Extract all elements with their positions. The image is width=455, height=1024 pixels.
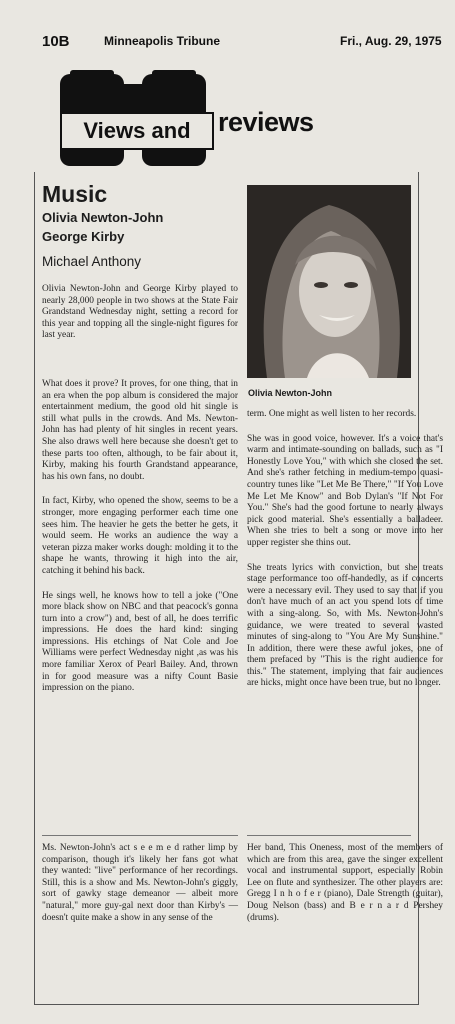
portrait-photo — [247, 185, 411, 378]
article-column-left-top — [42, 284, 238, 355]
article-paragraph: In fact, Kirby, who opened the show, seems to be a stronger, more engaging performer each time one sees him. The heavier he gets the better he gets, it would seem. He works an audience the way a veteran pizza maker works dough: molding it to the shape he wants, throwing it high into the air, catching it behind his back. — [42, 496, 238, 576]
article-paragraph: He sings well, he knows how to tell a joke ("One more black show on NBC and that peacock's gonna turn into a crow") and, best of all, he does terrific impressions. He does the hard kind: singing impressions. His etchings of Nat Cole and Joe Williams were perfect Wednesday night ,as was his more familiar Xerox of Pearl Bailey. And, thrown in for good measure was a nifty Count Basie impression on the piano. — [42, 590, 238, 694]
bottom-rule — [34, 1004, 419, 1005]
article-paragraph: term. One might as well listen to her records. — [247, 409, 417, 419]
issue-date: Fri., Aug. 29, 1975 — [340, 34, 442, 48]
article-paragraph: She was in good voice, however. It's a voice that's warm and intimate-sounding on ballads, such as "I Honestly Love You," with which she closed the set. And she's rather fetching in medium-tempo quasi-country tunes like "Let Me Be There," "If You Love Me Let Me Know" and Bob Dylan's "If Not For You." She's had the good fortune to nearly always pick good material. She's essentially a balladeer. When she tries to belt a song or move into her upper register she thins out. — [247, 433, 443, 548]
article-paragraph: What does it prove? It proves, for one thing, that in an era when the pop album is considered the major entertainment medium, the good old hit single is still what pulls in the crowds. And Ms. Newton-John has had plenty of hit singles in recent years. She also draws well here because she doesn't get to these parts too often, although, to be fair about it, Kirby, making his fourth Grandstand appearance, has his own fans, no doubt. — [42, 379, 238, 482]
section-heading: Music — [42, 181, 108, 207]
article-column-left-bottom — [42, 843, 238, 937]
photo-caption: Olivia Newton-John — [248, 388, 333, 398]
article-paragraph: Ms. Newton-John's act s e e m e d rather limp by comparison, though it's likely her fans got what they wanted: "live" performance of her recordings. Still, this is a show and Ms. Newton-John's giggly, sort of gawky stage demeanor — albeit more "natural," more guy-gal next door than Kirby's — doesn't quite make a show in any sense of the — [42, 843, 238, 923]
article-column-left — [42, 379, 238, 708]
column-break-rule — [42, 835, 238, 836]
column-break-rule — [247, 835, 411, 836]
logo-boxed-text: Views and — [60, 112, 214, 150]
page-number: 10B — [42, 33, 70, 50]
left-column-rule — [34, 172, 35, 1004]
article-column-right-bottom — [247, 843, 443, 937]
byline: Michael Anthony — [42, 254, 142, 269]
article-column-right — [247, 409, 443, 703]
logo-trailing-text: reviews — [218, 107, 314, 137]
article-paragraph: She treats lyrics with conviction, but she treats stage performance too off-handedly, as if concerts were a necessary evil. They used to say that if you don't have much of an act you spend lots of time with a sing-along. So, with Ms. Newton-John's guidance, we were treated to several wasted minutes of sing-along to "You Are My Sunshine." In addition, there were these awful jokes, one of them prefaced by "This is the right audience for this." The statement, implying that fair audiences are hicks, might once have been true, but no longer. — [247, 562, 443, 689]
subject-heading-1: Olivia Newton-John — [42, 210, 164, 225]
article-paragraph: Olivia Newton-John and George Kirby played to nearly 28,000 people in two shows at the State Fair Grandstand Wednesday night, setting a record for this year and topping all the single-night figures for last year. — [42, 284, 238, 341]
subject-heading-2: George Kirby — [42, 229, 125, 244]
newspaper-name: Minneapolis Tribune — [104, 34, 221, 48]
article-paragraph: Her band, This Oneness, most of the members of which are from this area, gave the singer excellent vocal and instrumental support, especially Robin Lee on flute and synthesizer. The other players are: Gregg I n h o f e r (piano), Dale Strength (guitar), Doug Nelson (bass) and B e r n a r d Pershey (drums). — [247, 843, 443, 923]
